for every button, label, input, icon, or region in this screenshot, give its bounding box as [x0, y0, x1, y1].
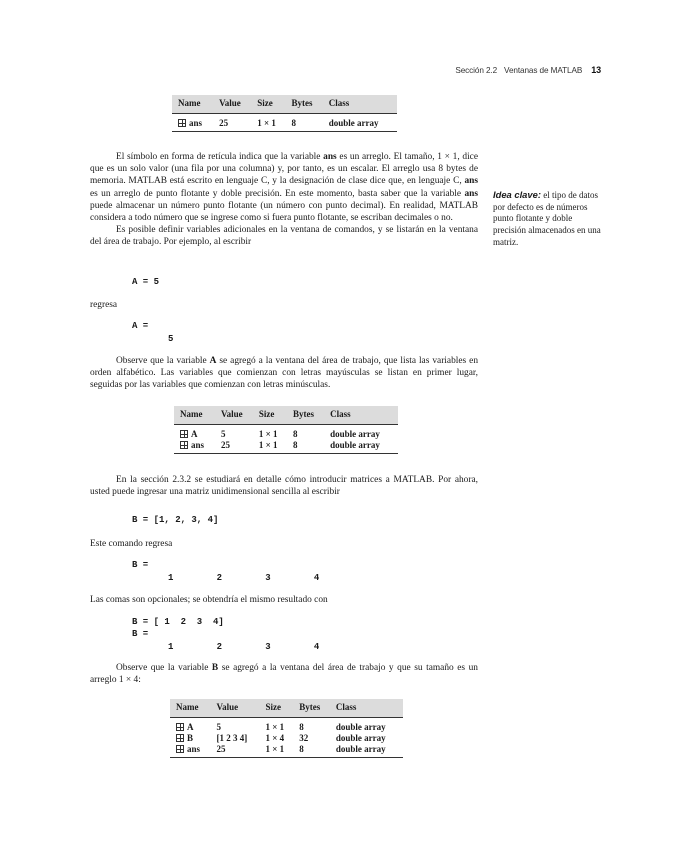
cell-value: 25 [216, 744, 226, 754]
cell-size: 1 × 1 [265, 722, 285, 732]
paragraph: Observe que la variable B se agregó a la ventana del área de trabajo y que su tamaño es un arreglo 1 × 4: [90, 663, 478, 686]
workspace-table-1 [172, 95, 397, 132]
body-text-block-2 [90, 355, 478, 392]
header-section: Sección 2.2 [455, 66, 498, 75]
table-row [174, 425, 398, 441]
cell-class: double array [328, 118, 379, 128]
cell-bytes: 8 [299, 744, 304, 754]
workspace-table-2 [174, 406, 398, 454]
cell-bytes: 32 [299, 733, 309, 743]
array-grid-icon [176, 734, 184, 742]
header-title: Ventanas de MATLAB [504, 66, 583, 75]
code-line: A = 5 [132, 277, 160, 287]
table-header-row [174, 406, 398, 425]
cell-name: A [170, 718, 211, 734]
col-size: Size [265, 702, 282, 713]
body-text-block-4 [90, 662, 478, 686]
array-grid-icon [180, 441, 188, 449]
cell-name: B [170, 733, 211, 744]
cell-value: 25 [219, 118, 229, 128]
col-size: Size [257, 98, 273, 109]
code-output: 1 2 3 4 [168, 642, 320, 652]
code-line: B = [ 1 2 3 4] [132, 617, 224, 627]
code-output: 1 2 3 4 [168, 573, 320, 583]
cell-size: 1 × 1 [258, 440, 278, 450]
cell-class: double array [330, 440, 380, 450]
table-header-row [172, 95, 397, 114]
running-header [455, 64, 601, 77]
array-grid-icon [180, 430, 188, 438]
cell-value: 25 [220, 440, 230, 450]
table-row [170, 718, 403, 734]
col-bytes: Bytes [299, 702, 321, 713]
paragraph: Las comas son opcionales; se obtendría el mismo resultado con [90, 595, 328, 605]
col-name: Name [176, 702, 199, 713]
col-class: Class [330, 409, 351, 420]
cell-name: A [174, 425, 215, 441]
page-number: 13 [591, 65, 601, 75]
col-class: Class [335, 702, 357, 713]
col-name: Name [178, 98, 201, 109]
cell-name: ans [172, 114, 213, 132]
code-line: B = [1, 2, 3, 4] [132, 515, 219, 525]
col-value: Value [219, 98, 241, 109]
cell-bytes: 8 [293, 440, 298, 450]
cell-class: double array [330, 429, 380, 439]
paragraph: Es posible definir variables adicionales en la ventana de comandos, y se listarán en la ventana del área de trabajo. Por ejemplo, al escribir [90, 225, 478, 248]
table-row [170, 744, 403, 758]
cell-size: 1 × 1 [265, 744, 285, 754]
paragraph: El símbolo en forma de retícula indica que la variable ans es un arreglo. El tamaño, 1 × 1, dice que es un solo valor (una fila por una columna) y, por tanto, es un escalar. El arreglo usa 8 bytes de memoria. MATLAB está escrito en lenguaje C, y la designación de clase dice que, en lenguaje C, ans es un arreglo de punto flotante y doble precisión. En este momento, basta saber que la variable ans puede almacenar un número punto flotante (un número con punto decimal). En realidad, MATLAB considera a todo número que se ingrese como si fuera punto flotante, se escriban decimales o no. [90, 152, 478, 224]
workspace-table-3 [170, 699, 403, 758]
col-bytes: Bytes [293, 409, 314, 420]
array-grid-icon [178, 119, 186, 127]
col-class: Class [328, 98, 350, 109]
code-line: A = [132, 321, 149, 331]
cell-value: 5 [220, 429, 226, 439]
cell-size: 1 × 1 [257, 118, 276, 128]
col-bytes: Bytes [291, 98, 313, 109]
paragraph: En la sección 2.3.2 se estudiará en detalle cómo introducir matrices a MATLAB. Por ahora, usted puede ingresar una matriz unidimensional sencilla al escribir [90, 475, 478, 498]
col-name: Name [180, 409, 203, 420]
cell-class: double array [335, 733, 386, 743]
margin-note [493, 189, 605, 249]
table-row [172, 114, 397, 132]
paragraph: regresa [90, 300, 118, 310]
cell-size: 1 × 1 [258, 429, 278, 439]
table-row [170, 733, 403, 744]
cell-class: double array [335, 722, 386, 732]
body-text-block-1 [90, 151, 478, 249]
key-idea-label: Idea clave: [493, 189, 541, 200]
paragraph: Observe que la variable A se agregó a la ventana del área de trabajo, que lista las variables en orden alfabético. Las variables que comienzan con letras mayúsculas se listan en primer lugar, seguidas por las variables que comienzan con letras minúsculas. [90, 356, 479, 391]
table-header-row [170, 699, 403, 718]
col-value: Value [216, 702, 239, 713]
col-value: Value [220, 409, 243, 420]
array-grid-icon [176, 723, 184, 731]
cell-value: 5 [216, 722, 221, 732]
cell-bytes: 8 [293, 429, 298, 439]
key-idea-text: el tipo de datos por defecto es de números punto flotante y doble precisión almacenados en una matriz. [493, 190, 601, 247]
body-text-block-3 [90, 474, 478, 498]
code-line: B = [132, 560, 149, 570]
cell-size: 1 × 4 [265, 733, 285, 743]
code-line: B = [132, 629, 149, 639]
cell-bytes: 8 [291, 118, 296, 128]
cell-bytes: 8 [299, 722, 304, 732]
col-size: Size [258, 409, 275, 420]
array-grid-icon [176, 745, 184, 753]
code-output: 5 [168, 334, 174, 344]
paragraph: Este comando regresa [90, 539, 173, 549]
cell-value: [1 2 3 4] [216, 733, 248, 743]
cell-name: ans [170, 744, 211, 758]
cell-name: ans [174, 440, 215, 454]
cell-class: double array [335, 744, 386, 754]
table-row [174, 440, 398, 454]
